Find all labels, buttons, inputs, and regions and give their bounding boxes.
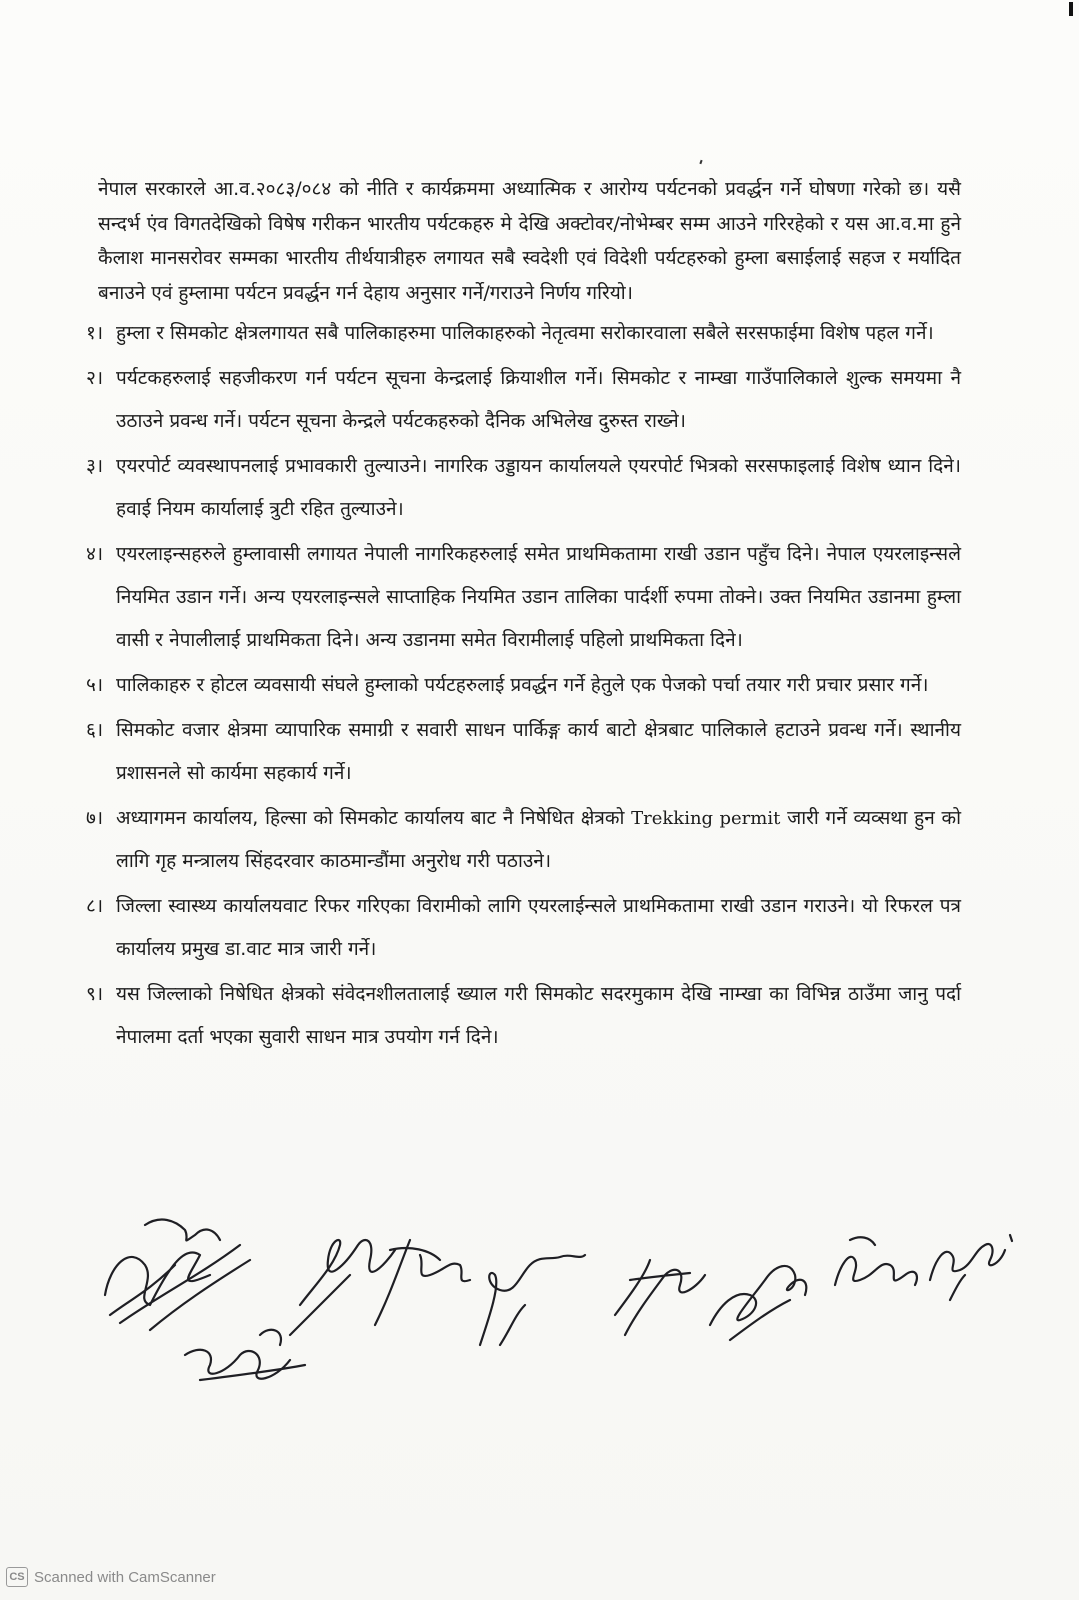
- scanner-caption: Scanned with CamScanner: [34, 1568, 216, 1586]
- item-text: एयरपोर्ट व्यवस्थापनलाई प्रभावकारी तुल्याउने। नागरिक उड्डायन कार्यालयले एयरपोर्ट भित्रको सरसफाइलाई विशेष ध्यान दिने। हवाई नियम कार्यालाई त्रुटी रहित तुल्याउने।: [116, 455, 961, 520]
- signature-1: [105, 1220, 250, 1330]
- item-text: [116, 797, 961, 883]
- item-number: ८।: [86, 895, 104, 917]
- handwritten-signatures: [90, 1205, 1020, 1405]
- item-number: १।: [86, 322, 104, 344]
- signature-block: [90, 1205, 1020, 1405]
- signature-7: [710, 1266, 806, 1340]
- item-number: ९।: [86, 983, 104, 1005]
- signature-4: [375, 1240, 470, 1325]
- list-item: [86, 973, 961, 1059]
- item-text: हुम्ला र सिमकोट क्षेत्रलगायत सबै पालिकाहरुमा पालिकाहरुको नेतृत्वमा सरोकारवाला सबैले सरसफाईमा विशेष पहल गर्ने।: [116, 322, 934, 344]
- signature-5: [480, 1255, 585, 1345]
- item-text-before: अध्यागमन कार्यालय, हिल्सा को सिमकोट कार्यालय बाट नै निषेधित क्षेत्रको: [116, 807, 625, 829]
- scan-edge-mark: [1069, 2, 1073, 16]
- signature-8: [835, 1237, 917, 1285]
- ink-speck: [699, 160, 702, 164]
- item-text: पर्यटकहरुलाई सहजीकरण गर्न पर्यटन सूचना केन्द्रलाई क्रियाशील गर्ने। सिमकोट र नाम्खा गाउँपालिकाले शुल्क समयमा नै उठाउने प्रवन्ध गर्ने। पर्यटन सूचना केन्द्रले पर्यटकहरुको दैनिक अभिलेख दुरुस्त राख्ने।: [116, 367, 961, 432]
- list-item: [86, 312, 961, 355]
- decision-list: [86, 312, 961, 1059]
- list-item: [86, 445, 961, 531]
- trekking-permit-text: Trekking permit: [631, 808, 781, 829]
- camscanner-logo-icon: CS: [6, 1567, 28, 1587]
- item-number: ४।: [86, 543, 104, 565]
- item-text-after: जारी गर्ने व्यव्सथा हुन को लागि गृह मन्त्रालय सिंहदरवार काठमान्डौंमा अनुरोध गरी पठाउने।: [116, 807, 961, 872]
- item-text: पालिकाहरु र होटल व्यवसायी संघले हुम्लाको पर्यटहरुलाई प्रवर्द्धन गर्ने हेतुले एक पेजको पर्चा तयार गरी प्रचार प्रसार गर्ने।: [116, 674, 929, 696]
- list-item: [86, 357, 961, 443]
- item-text: यस जिल्लाको निषेधित क्षेत्रको संवेदनशीलतालाई ख्याल गरी सिमकोट सदरमुकाम देखि नाम्खा का विभिन्न ठाउँमा जानु पर्दा नेपालमा दर्ता भएका सुवारी साधन मात्र उपयोग गर्न दिने।: [116, 983, 961, 1048]
- item-text: जिल्ला स्वास्थ्य कार्यालयवाट रिफर गरिएका विरामीको लागि एयरलाईन्सले प्राथमिकतामा राखी उडान गराउने। यो रिफरल पत्र कार्यालय प्रमुख डा.वाट मात्र जारी गर्ने।: [116, 895, 961, 960]
- signature-2: [185, 1330, 305, 1380]
- item-number: ५।: [86, 674, 104, 696]
- item-text: सिमकोट वजार क्षेत्रमा व्यापारिक समाग्री र सवारी साधन पार्किङ्ग कार्य बाटो क्षेत्रबाट पालिकाले हटाउने प्रवन्ध गर्ने। स्थानीय प्रशासनले सो कार्यमा सहकार्य गर्ने।: [116, 719, 961, 784]
- list-item: [86, 885, 961, 971]
- item-number: ७।: [86, 807, 104, 829]
- item-text: एयरलाइन्सहरुले हुम्लावासी लगायत नेपाली नागरिकहरुलाई समेत प्राथमिकतामा राखी उडान पहुँच दिने। नेपाल एयरलाइन्सले नियमित उडान गर्ने। अन्य एयरलाइन्सले साप्ताहिक नियमित उडान तालिका पार्दर्शी रुपमा तोक्ने। उक्त नियमित उडानमा हुम्ला वासी र नेपालीलाई प्राथमिकता दिने। अन्य उडानमा समेत विरामीलाई पहिलो प्राथमिकता दिने।: [116, 543, 961, 651]
- camscanner-watermark: [6, 1567, 216, 1587]
- intro-paragraph: नेपाल सरकारले आ.व.२०८३/०८४ को नीति र कार्यक्रममा अध्यात्मिक र आरोग्य पर्यटनको प्रवर्द्धन गर्ने घोषणा गरेको छ। यसै सन्दर्भ एंव विगतदेखिको विषेष गरीकन भारतीय पर्यटकहरु मे देखि अक्टोवर/नोभेम्बर सम्म आउने गरिरहेको र यस आ.व.मा हुने कैलाश मानसरोवर सम्मका भारतीय तीर्थयात्रीहरु लगायत सबै स्वदेशी एवं विदेशी पर्यटहरुको हुम्ला बसाईलाई सहज र मर्यादित बनाउने एवं हुम्लामा पर्यटन प्रवर्द्धन गर्न देहाय अनुसार गर्ने/गराउने निर्णय गरियो।: [98, 178, 961, 304]
- list-item: [86, 664, 961, 707]
- item-number: ६।: [86, 719, 104, 741]
- item-number: २।: [86, 367, 104, 389]
- signature-9: [930, 1235, 1012, 1300]
- list-item: [86, 533, 961, 662]
- signature-3: [290, 1240, 395, 1335]
- signature-6: [615, 1260, 705, 1335]
- item-number: ३।: [86, 455, 104, 477]
- list-item: [86, 797, 961, 883]
- document-body: [86, 172, 961, 1061]
- list-item: [86, 709, 961, 795]
